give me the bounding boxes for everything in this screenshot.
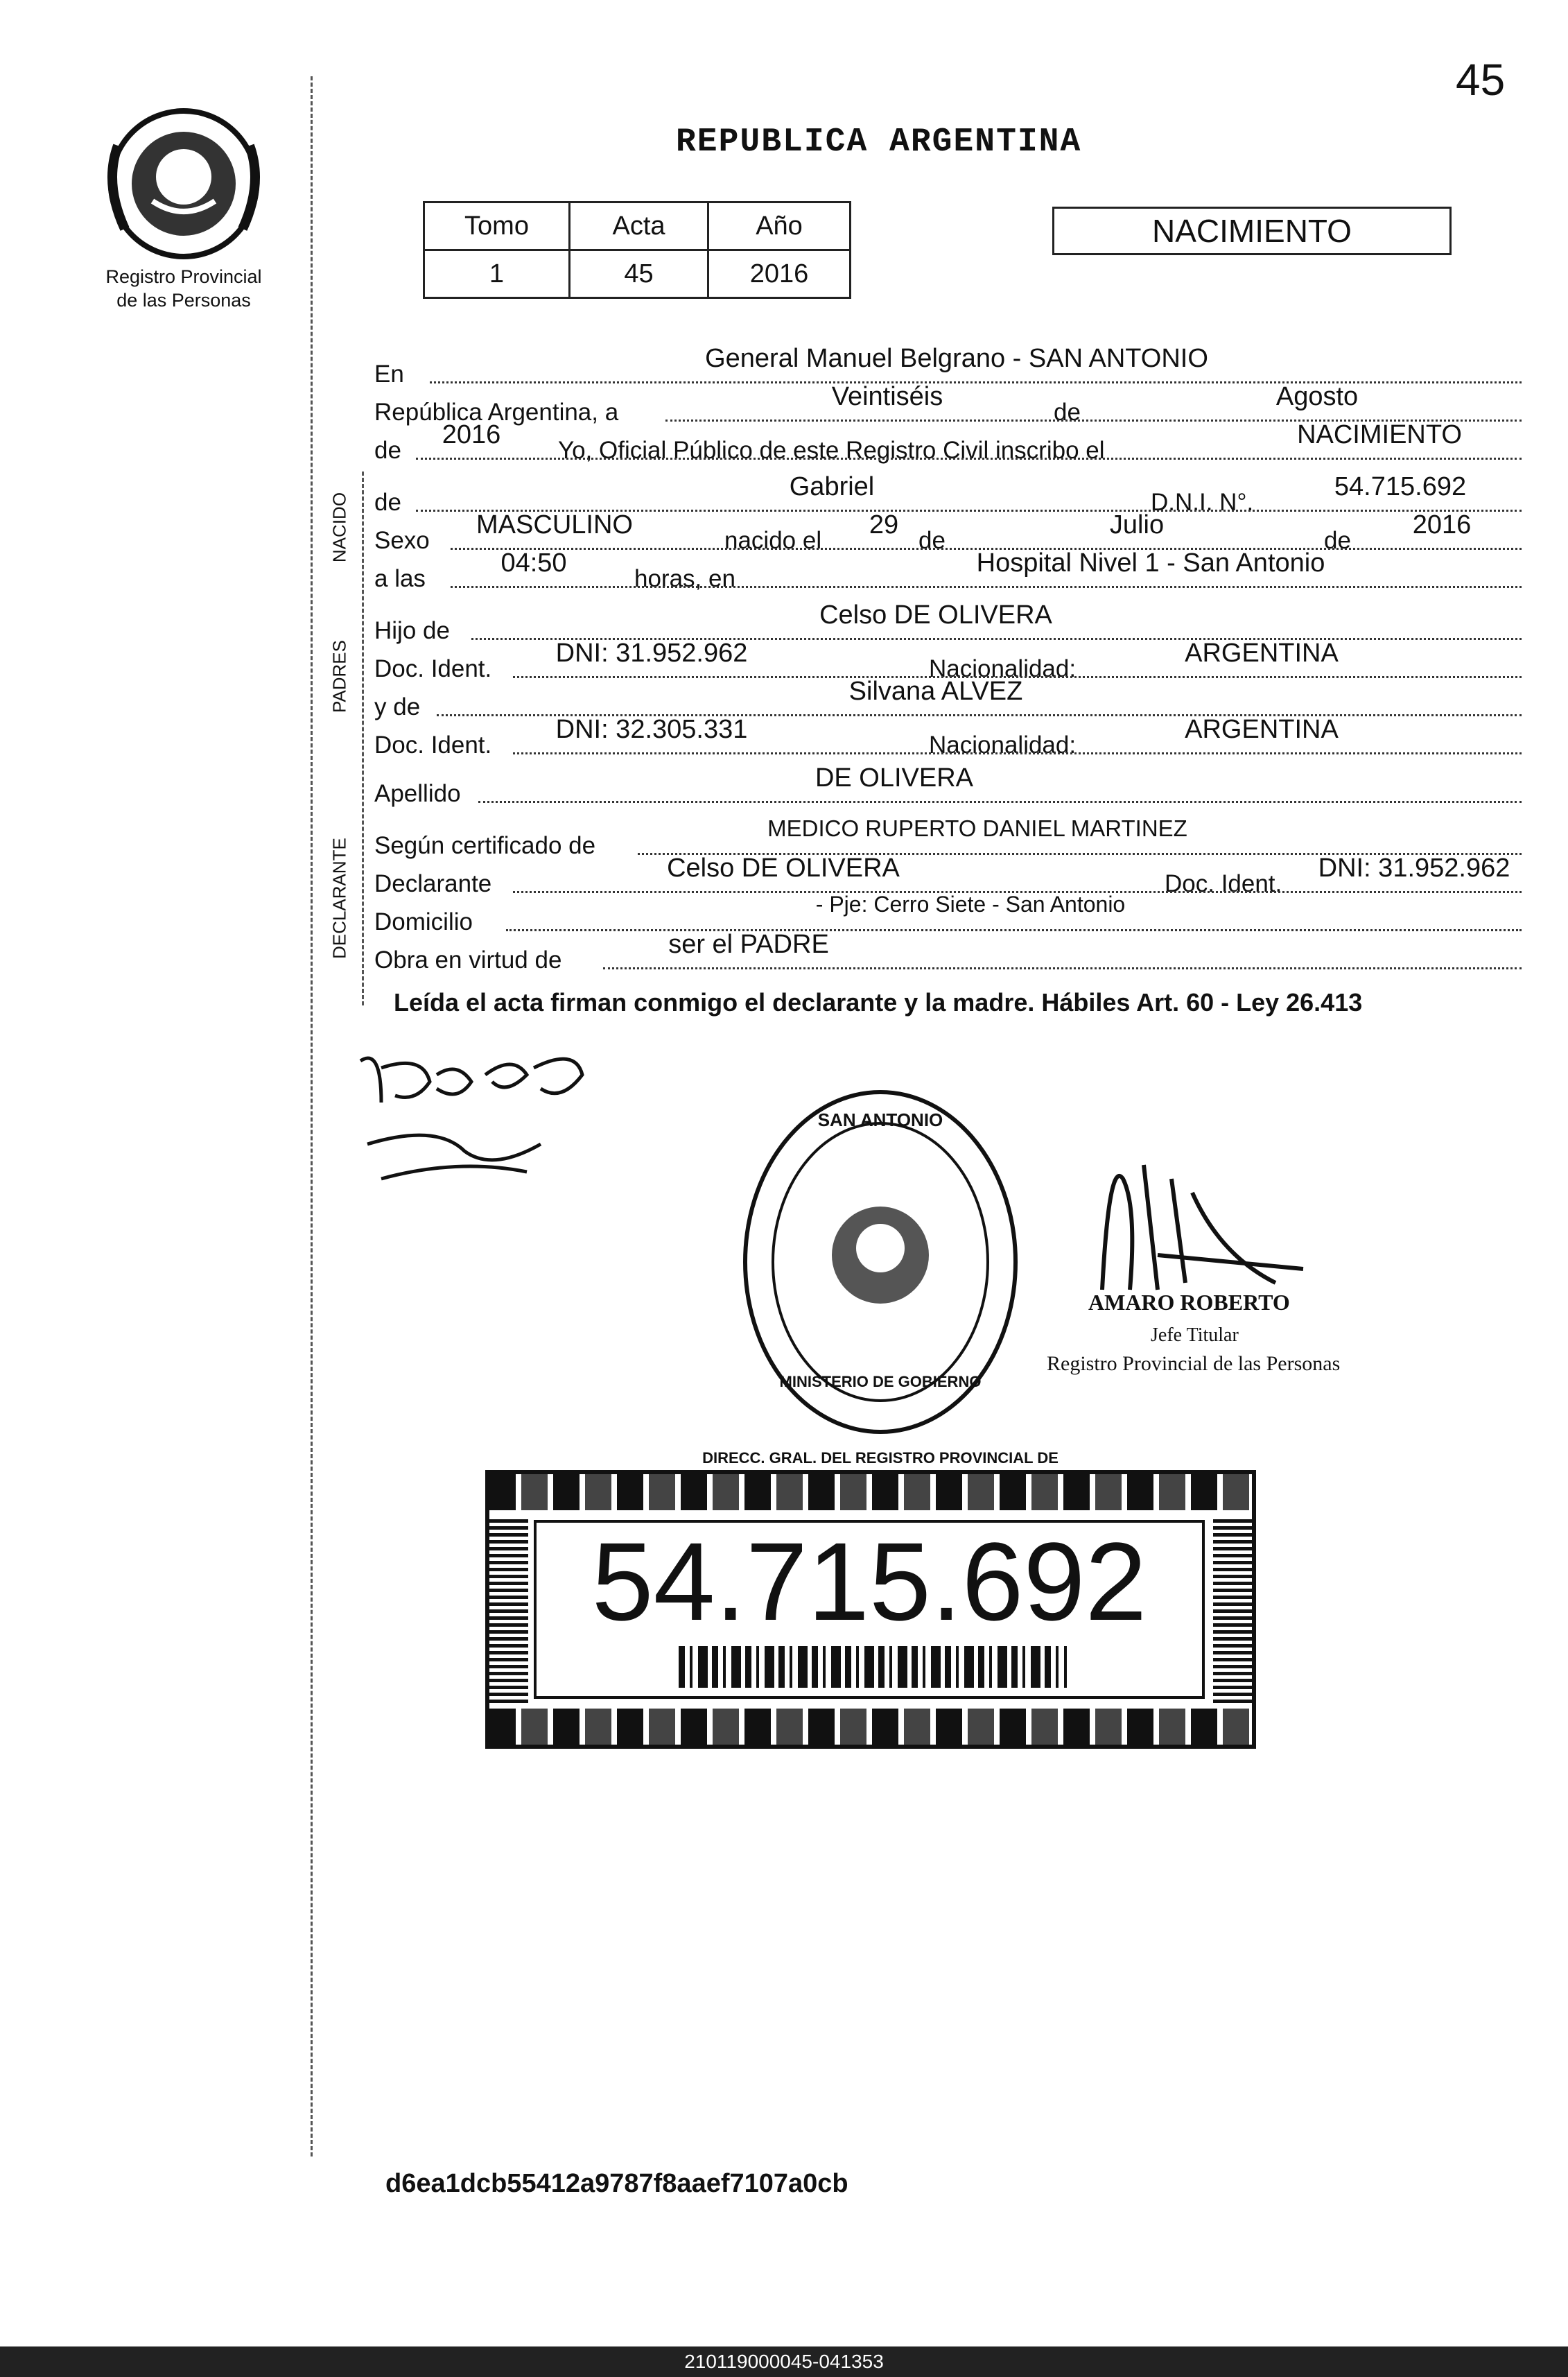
- label-yo: Yo, Oficial Público de este Registro Civil inscribo el: [558, 437, 1105, 464]
- registry-caption-line-2: de las Personas: [116, 290, 251, 311]
- label-apellido: Apellido: [374, 780, 461, 807]
- label-de4: de: [918, 527, 946, 554]
- value-anio: 2016: [442, 420, 501, 449]
- label-domicilio: Domicilio: [374, 908, 473, 935]
- signature-right: [1081, 1151, 1414, 1359]
- label-de2: de: [374, 437, 401, 464]
- province-logo: [104, 104, 263, 263]
- value-nombre: Gabriel: [789, 472, 875, 501]
- label-doc1: Doc. Ident.: [374, 655, 492, 682]
- label-de: de: [1054, 399, 1081, 426]
- value-doc3: DNI: 31.952.962: [1318, 854, 1510, 883]
- value-dia: Veintiséis: [831, 382, 943, 411]
- closing-note: Leída el acta firman conmigo el declarante y la madre. Hábiles Art. 60 - Ley 26.413: [394, 988, 1363, 1017]
- value-obra: ser el PADRE: [668, 930, 829, 959]
- side-label-padres: PADRES: [329, 640, 350, 713]
- dotted-line: [416, 458, 1522, 460]
- value-en: General Manuel Belgrano - SAN ANTONIO: [705, 344, 1208, 373]
- value-mes: Agosto: [1275, 382, 1359, 411]
- value-domicilio: - Pje: Cerro Siete - San Antonio: [815, 892, 1126, 917]
- label-dni: D.N.I. N°.: [1151, 489, 1254, 516]
- registry-caption-line-1: Registro Provincial: [105, 266, 262, 287]
- signature-name: AMARO ROBERTO: [1088, 1290, 1290, 1315]
- barcode-panel: [534, 1520, 1205, 1699]
- value-certificado: MEDICO RUPERTO DANIEL MARTINEZ: [767, 815, 1187, 841]
- side-label-declarante: DECLARANTE: [329, 838, 350, 959]
- signature-left: [354, 1040, 596, 1220]
- value-nac-mes: Julio: [1109, 510, 1165, 539]
- value-tomo: 1: [424, 250, 570, 298]
- value-nac-anio: 2016: [1412, 510, 1472, 539]
- label-nac2: Nacionalidad:: [929, 732, 1077, 759]
- label-nacido: nacido el: [724, 527, 822, 554]
- record-type-box: NACIMIENTO: [1052, 207, 1452, 255]
- value-nac1: ARGENTINA: [1185, 639, 1339, 668]
- value-dni: 54.715.692: [1334, 472, 1467, 501]
- label-en: En: [374, 361, 404, 388]
- header-anio: Año: [708, 202, 851, 250]
- barcode-number: 54.715.692: [591, 1519, 1147, 1643]
- label-alas: a las: [374, 565, 426, 592]
- seal-top-text: SAN ANTONIO: [817, 1109, 943, 1130]
- margin-line-inner: [362, 472, 364, 1005]
- header-acta: Acta: [570, 202, 708, 250]
- label-de3: de: [374, 489, 401, 516]
- label-yde: y de: [374, 693, 421, 720]
- value-hora: 04:50: [500, 548, 567, 578]
- signature-office: Registro Provincial de las Personas: [1047, 1352, 1341, 1375]
- document-title: REPUBLICA ARGENTINA: [676, 123, 1082, 161]
- dotted-line: [603, 967, 1522, 969]
- value-acta: 45: [570, 250, 708, 298]
- value-madre: Silvana ALVEZ: [848, 677, 1023, 706]
- barcode-bars: [679, 1646, 1067, 1688]
- hatch-right: [1213, 1516, 1252, 1703]
- footer-id: 210119000045-041353: [0, 2346, 1568, 2377]
- value-doc1: DNI: 31.952.962: [555, 639, 748, 668]
- value-apellido: DE OLIVERA: [815, 763, 974, 793]
- seal-outer-text: DIRECC. GRAL. DEL REGISTRO PROVINCIAL DE: [702, 1449, 1059, 1467]
- record-table: [423, 201, 851, 299]
- value-lugar: Hospital Nivel 1 - San Antonio: [976, 548, 1325, 578]
- registry-caption: [69, 265, 298, 312]
- label-doc3: Doc. Ident.: [1165, 870, 1282, 897]
- label-declarante: Declarante: [374, 870, 492, 897]
- value-nac2: ARGENTINA: [1185, 715, 1339, 744]
- barcode-frame: [485, 1470, 1256, 1749]
- value-tipo: NACIMIENTO: [1297, 420, 1462, 449]
- label-doc2: Doc. Ident.: [374, 732, 492, 759]
- value-doc2: DNI: 32.305.331: [555, 715, 748, 744]
- label-hijo: Hijo de: [374, 617, 450, 644]
- value-nac-dia: 29: [869, 510, 899, 539]
- seal-inner-text: MINISTERIO DE GOBIERNO: [779, 1373, 982, 1390]
- dotted-line: [513, 752, 1522, 754]
- label-certificado: Según certificado de: [374, 832, 596, 859]
- label-horas: horas, en: [634, 565, 735, 592]
- label-obra: Obra en virtud de: [374, 947, 562, 974]
- value-declarante: Celso DE OLIVERA: [667, 854, 900, 883]
- value-anio: 2016: [708, 250, 851, 298]
- label-republica: República Argentina, a: [374, 399, 619, 426]
- signature-role: Jefe Titular: [1151, 1324, 1239, 1346]
- label-sexo: Sexo: [374, 527, 430, 554]
- label-de5: de: [1324, 527, 1351, 554]
- margin-line: [311, 76, 313, 2156]
- hatch-left: [489, 1516, 528, 1703]
- pattern-strip-top: [489, 1474, 1252, 1510]
- side-label-nacido: NACIDO: [329, 492, 350, 563]
- page-number: 45: [1456, 55, 1506, 105]
- value-sexo: MASCULINO: [476, 510, 633, 539]
- pattern-strip-bottom: [489, 1709, 1252, 1745]
- label-nac1: Nacionalidad:: [929, 655, 1077, 682]
- document-hash: d6ea1dcb55412a9787f8aaef7107a0cb: [385, 2169, 848, 2198]
- dotted-line: [478, 801, 1522, 803]
- dotted-line: [451, 586, 1522, 588]
- header-tomo: Tomo: [424, 202, 570, 250]
- value-padre: Celso DE OLIVERA: [819, 600, 1052, 630]
